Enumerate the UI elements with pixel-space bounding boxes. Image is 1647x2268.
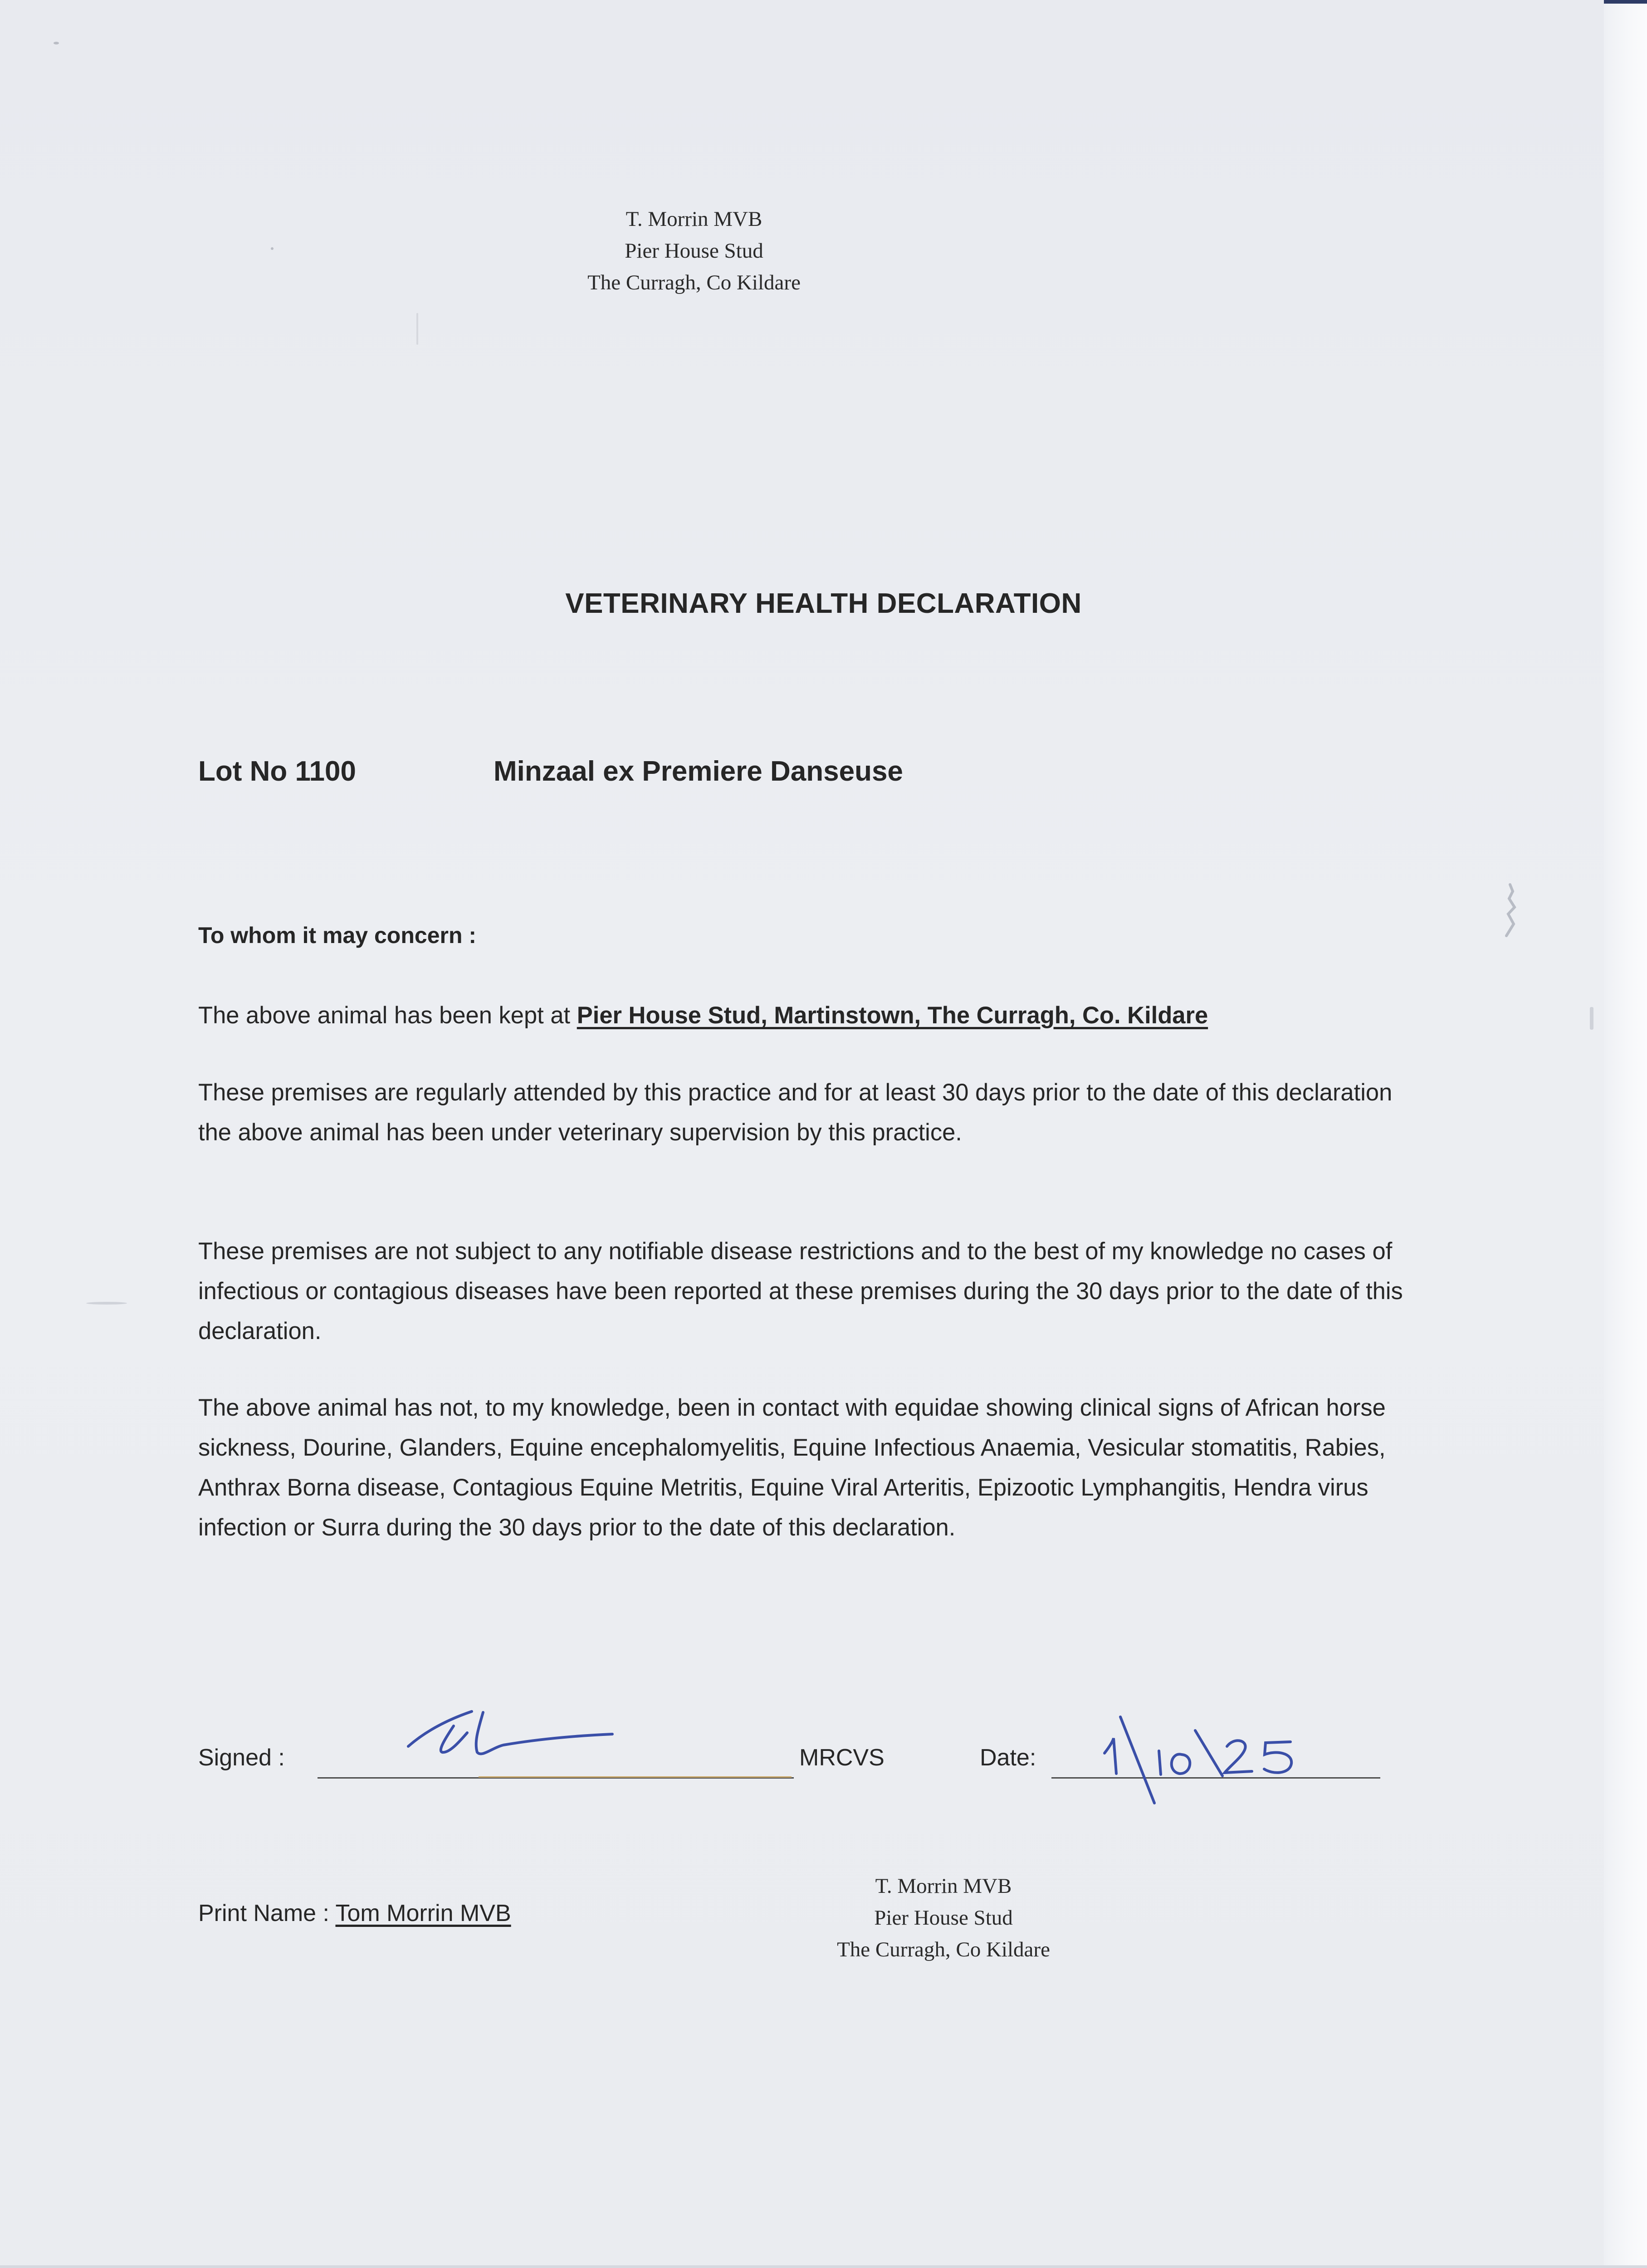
print-name [198, 1900, 511, 1927]
letterhead-name: T. Morrin MVB [626, 207, 762, 231]
handwritten-signature [399, 1694, 635, 1762]
handwritten-date [1086, 1696, 1349, 1805]
print-name-value: Tom Morrin MVB [335, 1900, 511, 1926]
stamp-name: T. Morrin MVB [875, 1874, 1012, 1898]
scan-speck [86, 1302, 127, 1305]
letterhead-stud: Pier House Stud [625, 239, 763, 263]
page-bottom-edge [0, 2265, 1647, 2268]
lot-number: Lot No 1100 [198, 756, 356, 787]
horse-name: Minzaal ex Premiere Danseuse [494, 756, 903, 787]
scan-smudge [1497, 882, 1525, 941]
signature-line-tint [479, 1776, 792, 1778]
signed-label: Signed : [198, 1745, 285, 1771]
practice-stamp [767, 1870, 1120, 1965]
stamp-stud: Pier House Stud [874, 1906, 1013, 1930]
scan-speck [416, 313, 418, 345]
page-edge [1604, 0, 1647, 2268]
paragraph-restrictions: These premises are not subject to any notifiable disease restrictions and to the best of my knowledge no cases of infectious or contagious diseases have been reported at these premises during the 30 days prior to the date of this declaration. [198, 1238, 1403, 1344]
scanner-edge-mark [1604, 0, 1647, 4]
date-label: Date: [980, 1745, 1036, 1771]
paragraph-location [198, 996, 1423, 1036]
salutation: To whom it may concern : [198, 923, 477, 948]
scan-speck [271, 247, 274, 250]
letterhead-stamp [517, 203, 871, 298]
paragraph-supervision: These premises are regularly attended by this practice and for at least 30 days prior to the date of this declaration the above animal has been under veterinary supervision by this practice. [198, 1079, 1393, 1146]
scan-speck [1590, 1007, 1593, 1030]
paragraph-location-prefix: The above animal has been kept at [198, 1002, 577, 1029]
stamp-address: The Curragh, Co Kildare [837, 1938, 1050, 1961]
letterhead-address: The Curragh, Co Kildare [587, 271, 801, 294]
print-name-label: Print Name : [198, 1900, 336, 1926]
paragraph-contact: The above animal has not, to my knowledge, been in contact with equidae showing clinical signs of African horse sickness, Dourine, Glanders, Equine encephalomyelitis, Equine Infectious Anaemia, Vesicular stomatitis, Rabies, Anthrax Borna disease, Contagious Equine Metritis, Equine Viral Arteritis, Epizootic Lymphangitis, Hendra virus infection or Surra during the 30 days prior to the date of this declaration. [198, 1394, 1386, 1541]
document-title: VETERINARY HEALTH DECLARATION [565, 588, 1082, 619]
qualification-label: MRCVS [799, 1745, 885, 1771]
scan-speck [54, 42, 59, 44]
premises-address: Pier House Stud, Martinstown, The Curragh, Co. Kildare [577, 1002, 1208, 1029]
